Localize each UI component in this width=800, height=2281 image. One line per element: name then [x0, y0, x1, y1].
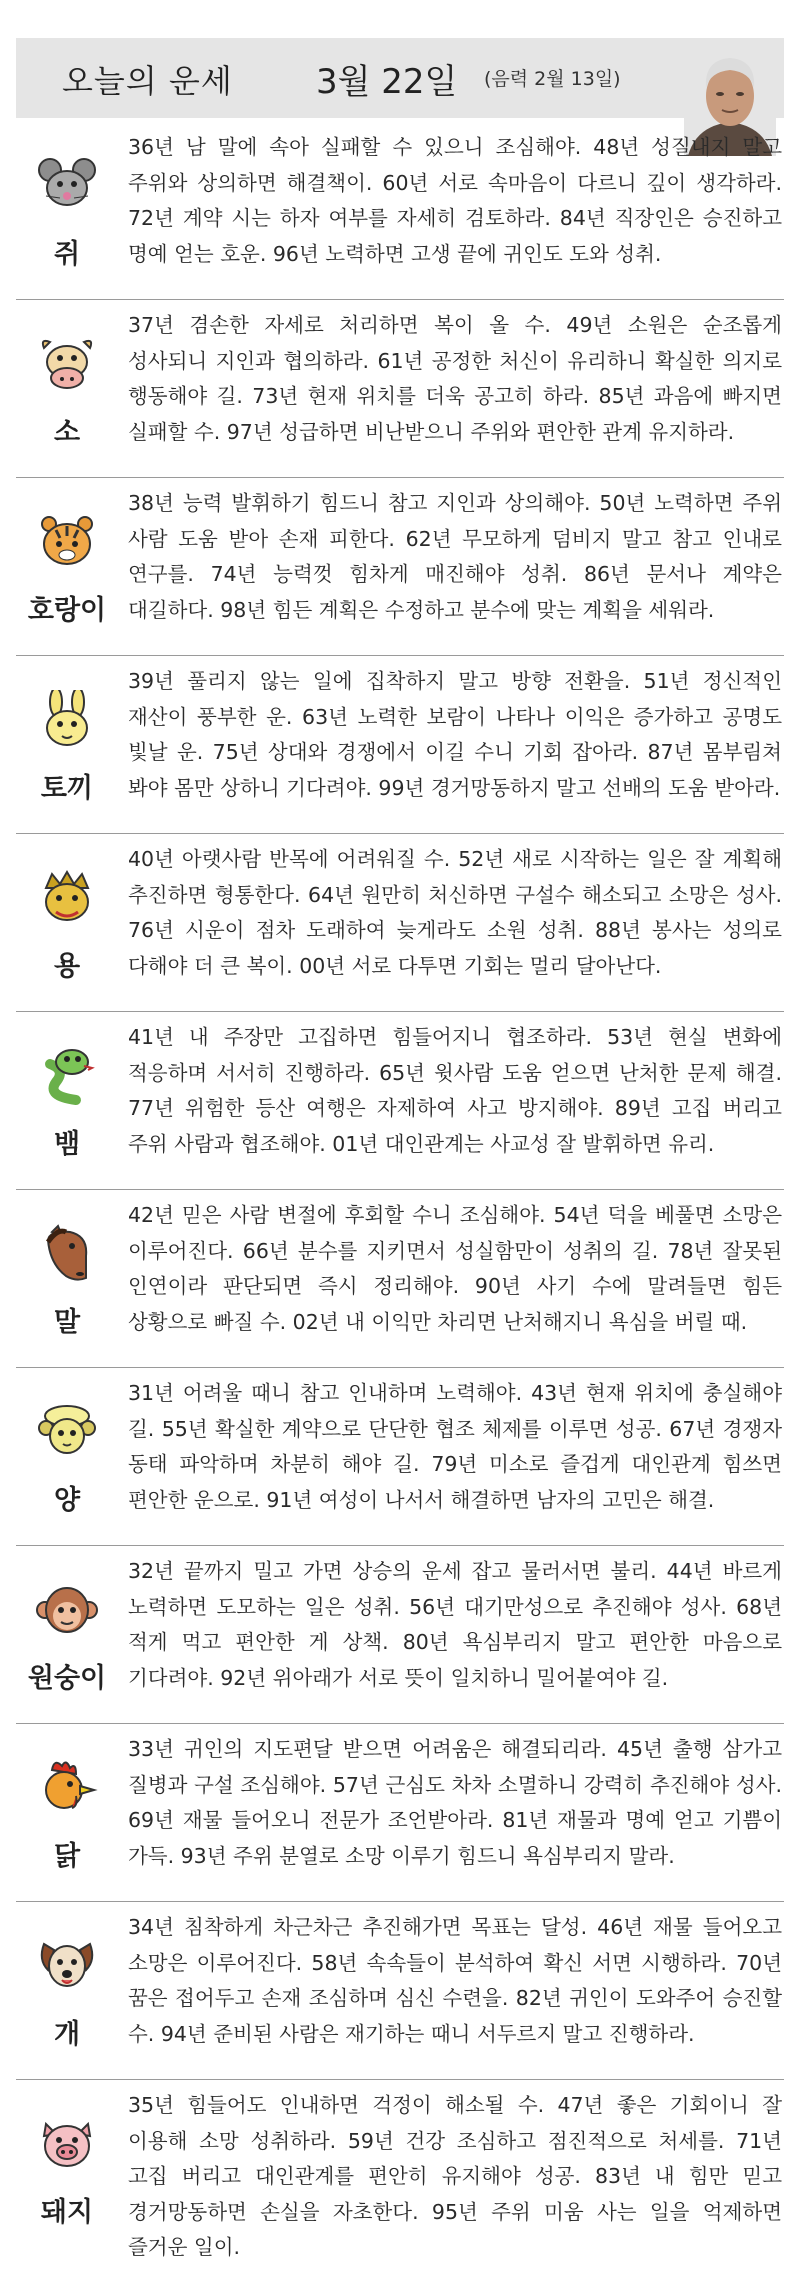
snake-icon	[36, 1046, 98, 1106]
zodiac-name: 원숭이	[27, 1663, 107, 1694]
header-bar	[16, 38, 784, 118]
tiger-icon	[36, 512, 98, 572]
fortune-text: 33년 귀인의 지도편달 받으면 어려움은 해결되리라. 45년 출행 삼가고 질병과 구설 조심해야. 57년 근심도 차차 소멸하니 강력히 추진해야 성사. 69년 재물 들어오니 전문가 조언받아라. 81년 재물과 명예 얻고 기쁨이 가득. 93년 주위 분열로 소망 이루기 힘드니 욕심부리지 말라.	[128, 1737, 782, 1868]
zodiac-name: 토끼	[40, 773, 94, 804]
zodiac-cell	[16, 122, 118, 299]
page-title: 오늘의 운세	[62, 62, 233, 100]
pig-icon	[36, 2114, 98, 2174]
zodiac-cell	[16, 1190, 118, 1367]
fortune-text: 41년 내 주장만 고집하면 힘들어지니 협조하라. 53년 현실 변화에 적응하며 서서히 진행하라. 65년 윗사람 도움 얻으면 난처한 문제 해결. 77년 위험한 등산 여행은 자제하여 사고 방지해야. 89년 고집 버리고 주위 사람과 협조해야. 01년 대인관계는 사교성 잘 발휘하면 유리.	[128, 1025, 782, 1156]
zodiac-cell	[16, 1546, 118, 1723]
zodiac-name: 쥐	[53, 239, 81, 270]
fortune-text: 39년 풀리지 않는 일에 집착하지 말고 방향 전환을. 51년 정신적인 재산이 풍부한 운. 63년 노력한 보람이 나타나 이익은 증가하고 공명도 빛날 운. 75년 상대와 경쟁에서 이길 수니 기회 잡아라. 87년 몸부림쳐 봐야 몸만 상하니 기다려야. 99년 경거망동하지 말고 선배의 도움 받아라.	[128, 669, 782, 800]
zodiac-cell	[16, 656, 118, 833]
fortune-row	[16, 2080, 784, 2257]
zodiac-cell	[16, 478, 118, 655]
fortune-text: 42년 믿은 사람 변절에 후회할 수니 조심해야. 54년 덕을 베풀면 소망은 이루어진다. 66년 분수를 지키면서 성실함만이 성취의 길. 78년 잘못된 인연이라 판단되면 즉시 정리해야. 90년 사기 수에 말려들면 힘든 상황으로 빠질 수. 02년 내 이익만 차리면 난처해지니 욕심을 버릴 때.	[128, 1203, 782, 1334]
rat-icon	[36, 156, 98, 216]
sheep-icon	[36, 1402, 98, 1462]
zodiac-cell	[16, 1012, 118, 1189]
lunar-date-label: (음력 2월 13일)	[484, 68, 621, 90]
horse-icon	[36, 1224, 98, 1284]
zodiac-cell	[16, 2080, 118, 2257]
fortune-row	[16, 122, 784, 300]
zodiac-name: 개	[53, 2019, 81, 2050]
zodiac-name: 말	[53, 1307, 81, 1338]
fortune-row	[16, 1368, 784, 1546]
zodiac-cell	[16, 834, 118, 1011]
fortune-text: 38년 능력 발휘하기 힘드니 참고 지인과 상의해야. 50년 노력하면 주위 사람 도움 받아 손재 피한다. 62년 무모하게 덤비지 말고 참고 인내로 연구를. 74년 능력껏 힘차게 매진해야 성취. 86년 문서나 계약은 대길하다. 98년 힘든 계획은 수정하고 분수에 맞는 계획을 세워라.	[128, 491, 782, 622]
fortune-row	[16, 834, 784, 1012]
fortune-row	[16, 656, 784, 834]
fortune-row	[16, 1190, 784, 1368]
dog-icon	[36, 1936, 98, 1996]
monkey-icon	[36, 1580, 98, 1640]
fortune-text: 31년 어려울 때니 참고 인내하며 노력해야. 43년 현재 위치에 충실해야 길. 55년 확실한 계약으로 단단한 협조 체제를 이루면 성공. 67년 경쟁자 동태 파악하며 차분히 해야 길. 79년 미소로 즐겁게 대인관계 힘쓰면 편안한 운으로. 91년 여성이 나서서 해결하면 남자의 고민은 해결.	[128, 1381, 782, 1512]
fortune-text: 35년 힘들어도 인내하면 걱정이 해소될 수. 47년 좋은 기회이니 잘 이용해 소망 성취하라. 59년 건강 조심하고 점진적으로 처세를. 71년 고집 버리고 대인관계를 편안히 유지해야 성공. 83년 내 힘만 믿고 경거망동하면 손실을 자초한다. 95년 주위 미움 사는 일을 억제하면 즐거운 일이.	[128, 2093, 782, 2259]
fortune-row	[16, 478, 784, 656]
zodiac-name: 양	[53, 1485, 81, 1516]
fortune-row	[16, 1546, 784, 1724]
fortune-row	[16, 1012, 784, 1190]
rooster-icon	[36, 1758, 98, 1818]
fortune-list	[16, 122, 784, 2257]
ox-icon	[36, 334, 98, 394]
fortune-row	[16, 1902, 784, 2080]
fortune-text: 36년 남 말에 속아 실패할 수 있으니 조심해야. 48년 성질내지 말고 주위와 상의하면 해결책이. 60년 서로 속마음이 다르니 깊이 생각하라. 72년 계약 시는 하자 여부를 자세히 검토하라. 84년 직장인은 승진하고 명예 얻는 호운. 96년 노력하면 고생 끝에 귀인도 도와 성취.	[128, 135, 782, 266]
zodiac-cell	[16, 1902, 118, 2079]
zodiac-name: 소	[53, 417, 81, 448]
zodiac-cell	[16, 1724, 118, 1901]
fortune-text: 40년 아랫사람 반목에 어려워질 수. 52년 새로 시작하는 일은 잘 계획해 추진하면 형통한다. 64년 원만히 처신하면 구설수 해소되고 소망은 성사. 76년 시운이 점차 도래하여 늦게라도 소원 성취. 88년 봉사는 성의로 다해야 더 큰 복이. 00년 서로 다투면 기회는 멀리 달아난다.	[128, 847, 782, 978]
fortune-text: 32년 끝까지 밀고 가면 상승의 운세 잡고 물러서면 불리. 44년 바르게 노력하면 도모하는 일은 성취. 56년 대기만성으로 추진해야 성사. 68년 적게 먹고 편안한 게 상책. 80년 욕심부리지 말고 편안한 마음으로 기다려야. 92년 위아래가 서로 뜻이 일치하니 밀어붙여야 길.	[128, 1559, 782, 1690]
rabbit-icon	[36, 690, 98, 750]
fortune-row	[16, 300, 784, 478]
fortune-text: 37년 겸손한 자세로 처리하면 복이 올 수. 49년 소원은 순조롭게 성사되니 지인과 협의하라. 61년 공정한 처신이 유리하니 확실한 의지로 행동해야 길. 73년 현재 위치를 더욱 공고히 하라. 85년 과음에 빠지면 실패할 수. 97년 성급하면 비난받으니 주위와 편안한 관계 유지하라.	[128, 313, 782, 444]
zodiac-name: 용	[53, 951, 81, 982]
date-label: 3월 22일	[316, 62, 458, 102]
zodiac-cell	[16, 1368, 118, 1545]
fortune-text: 34년 침착하게 차근차근 추진해가면 목표는 달성. 46년 재물 들어오고 소망은 이루어진다. 58년 속속들이 분석하여 확신 서면 시행하라. 70년 꿈은 접어두고 손재 조심하며 심신 수련을. 82년 귀인이 도와주어 승진할 수. 94년 준비된 사람은 재기하는 때니 서두르지 말고 진행하라.	[128, 1915, 782, 2046]
dragon-icon	[36, 868, 98, 928]
zodiac-name: 돼지	[40, 2197, 94, 2228]
zodiac-name: 닭	[53, 1841, 81, 1872]
fortune-row	[16, 1724, 784, 1902]
zodiac-name: 호랑이	[27, 595, 107, 626]
zodiac-cell	[16, 300, 118, 477]
zodiac-name: 뱀	[53, 1129, 81, 1160]
